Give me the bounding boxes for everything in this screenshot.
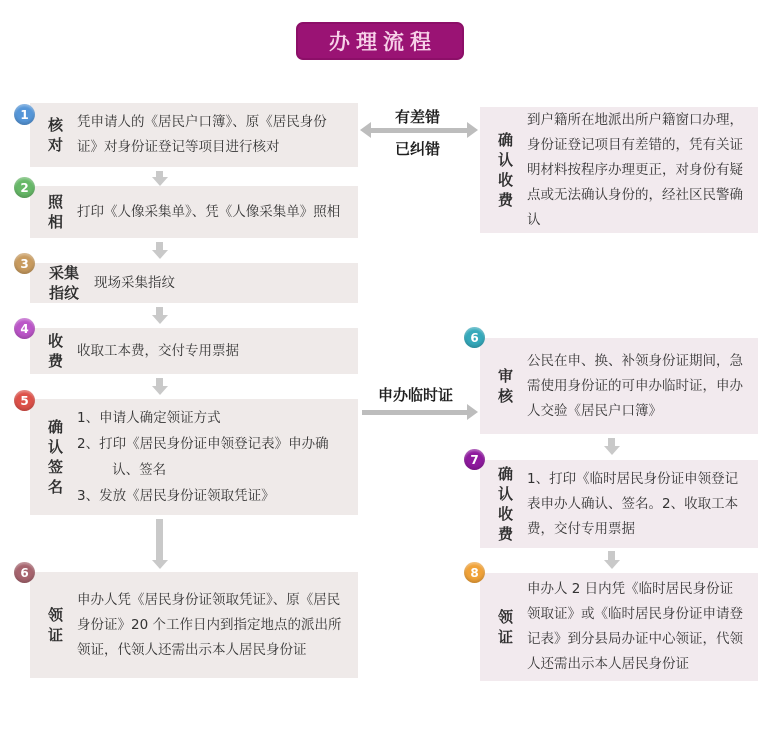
step-box-collect-temp-card: [480, 573, 758, 681]
arrow-down-icon: [151, 519, 168, 569]
step-box-collect-card: [30, 572, 358, 678]
step-text-list: [77, 405, 346, 509]
step-number-badge-4: 4: [14, 318, 35, 339]
step-number-badge-6: 6: [14, 562, 35, 583]
step-number-badge-3: 3: [14, 253, 35, 274]
list-item: 3、发放《居民身份证领取凭证》: [77, 488, 275, 504]
step-box-fee: [30, 328, 358, 374]
step-number-badge-2: 2: [14, 177, 35, 198]
arrow-right-icon: [362, 404, 478, 420]
step-text: 申办人凭《居民身份证领取凭证》、原《居民身份证》20 个工作日内到指定地点的派出所领证，代领人还需出示本人居民身份证: [77, 591, 342, 658]
arrow-down-icon: [151, 242, 168, 259]
step-label: 确认收费: [497, 131, 513, 209]
step-box-confirm-fee-temp: [480, 460, 758, 548]
step-text: 1、打印《临时居民身份证申领登记表申办人确认、签名。2、收取工本费，交付专用票据: [527, 470, 739, 537]
step-text: 公民在申、换、补领身份证期间，急需使用身份证的可申办临时证，申办人交验《居民户口簿》: [527, 352, 743, 419]
arrow-down-icon: [151, 171, 168, 186]
step-label: 核对: [47, 116, 63, 154]
step-number-badge-7: 7: [464, 449, 485, 470]
step-box-verify: [30, 103, 358, 167]
step-label: 采集指纹: [48, 264, 79, 302]
step-box-fingerprint: [30, 263, 358, 303]
arrow-down-icon: [603, 438, 620, 455]
arrow-label-apply-temp-card: 申办临时证: [378, 386, 454, 404]
step-text: 收取工本费，交付专用票据: [77, 342, 239, 359]
arrow-down-icon: [151, 307, 168, 324]
step-label: 确认收费: [497, 465, 513, 543]
step-box-photo: [30, 186, 358, 238]
step-label: 领证: [47, 606, 63, 644]
arrow-label-error-corrected: 已纠错: [395, 140, 441, 158]
step-label: 收费: [47, 332, 63, 370]
step-text: 打印《人像采集单》、凭《人像采集单》照相: [77, 203, 341, 220]
page-title: 办理流程: [296, 22, 464, 60]
arrow-down-icon: [603, 551, 620, 569]
arrow-label-has-error: 有差错: [395, 108, 441, 126]
step-box-confirm-sign: [30, 399, 358, 515]
step-number-badge-5: 5: [14, 390, 35, 411]
step-number-badge-6-right: 6: [464, 327, 485, 348]
step-label: 领证: [497, 608, 513, 646]
box-confirm-correction: [480, 107, 758, 233]
list-item: 1、申请人确定领证方式: [77, 410, 221, 426]
step-label: 审核: [497, 367, 513, 405]
list-item: 2、打印《居民身份证申领登记表》申办确认、签名: [77, 436, 329, 478]
step-box-review: [480, 338, 758, 434]
step-text: 申办人 2 日内凭《临时居民身份证领取证》或《临时居民身份证申请登记表》到分县局办证中心领证，代领人还需出示本人居民身份证: [527, 581, 743, 672]
step-text: 到户籍所在地派出所户籍窗口办理，身份证登记项目有差错的，凭有关证明材料按程序办理更正，对身份有疑点或无法确认身份的，经社区民警确认: [527, 111, 743, 228]
step-number-badge-8: 8: [464, 562, 485, 583]
step-text: 现场采集指纹: [94, 274, 175, 291]
step-text: 凭申请人的《居民户口簿》、原《居民身份证》对身份证登记等项目进行核对: [77, 114, 327, 155]
step-number-badge-1: 1: [14, 104, 35, 125]
step-label: 照相: [47, 193, 63, 231]
arrow-down-icon: [151, 378, 168, 395]
step-label: 确认签名: [47, 418, 63, 496]
